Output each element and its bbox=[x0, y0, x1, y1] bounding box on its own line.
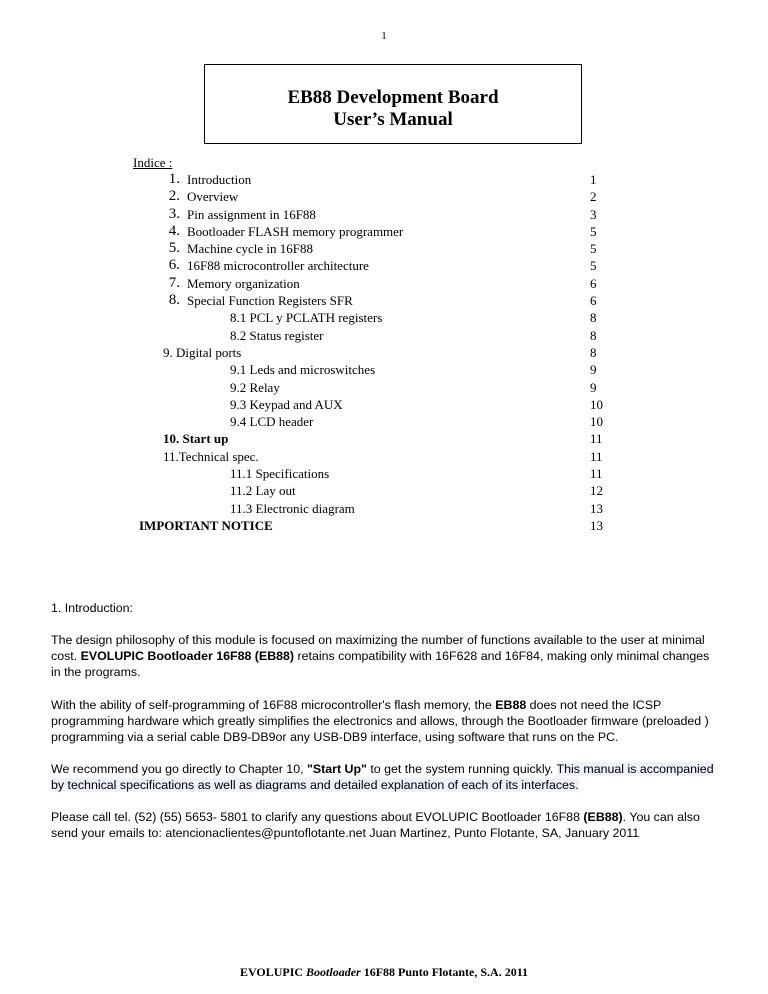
toc-entry-page: 10 bbox=[590, 396, 603, 412]
toc-entry bbox=[0, 517, 768, 534]
toc-entry-title: 11.Technical spec. bbox=[163, 448, 259, 464]
toc-entry-page: 5 bbox=[590, 223, 597, 239]
toc-entry-title: Special Function Registers SFR bbox=[187, 293, 353, 309]
section-heading: 1. Introduction: bbox=[51, 601, 133, 615]
toc-entry-page: 9 bbox=[590, 362, 597, 378]
intro-paragraph-4: Please call tel. (52) (55) 5653- 5801 to clarify any questions about EVOLUPIC Bootloader 16F88 (EB88). You can also send your emails to: atencionaclientes@puntoflotante.net Juan Martinez, Punto Flotante, SA, January 2011 bbox=[51, 810, 700, 840]
toc-entry bbox=[0, 223, 768, 240]
toc-entry-page: 11 bbox=[590, 448, 603, 464]
toc-entry bbox=[0, 430, 768, 447]
intro-paragraph-2: With the ability of self-programming of 16F88 microcontroller's flash memory, the EB88 does not need the ICSP programming hardware which greatly simplifies the electronics and allows, through the Bootloader firmware (preloaded ) programming via a serial cable DB9-DB9or any USB-DB9 interface, using software that runs on the PC. bbox=[51, 698, 709, 744]
intro-paragraph-1: The design philosophy of this module is focused on maximizing the number of functions available to the user at minimal cost. EVOLUPIC Bootloader 16F88 (EB88) retains compatibility with 16F628 and 16F84, making only minimal changes in the programs. bbox=[51, 633, 710, 679]
toc-entry-page: 8 bbox=[590, 344, 597, 360]
toc-entry bbox=[0, 257, 768, 274]
document-title: EB88 Development Board bbox=[287, 87, 499, 108]
toc-entry-page: 9 bbox=[590, 379, 597, 395]
toc-entry-title: 11.2 Lay out bbox=[230, 483, 296, 499]
toc-entry-number: 5. bbox=[168, 240, 180, 257]
toc-entry-title: 8.2 Status register bbox=[230, 327, 324, 343]
toc-entry-number: 6. bbox=[168, 257, 180, 274]
toc-entry bbox=[0, 206, 768, 223]
toc-entry-title: Overview bbox=[187, 189, 239, 205]
toc-entry-title: 9.1 Leds and microswitches bbox=[230, 362, 376, 378]
toc-entry-number: 8. bbox=[168, 292, 180, 309]
toc-entry-title: 8.1 PCL y PCLATH registers bbox=[230, 310, 383, 326]
toc-entry-number: 3. bbox=[168, 205, 180, 222]
toc-entry-page: 6 bbox=[590, 293, 597, 309]
toc-entry-title: Memory organization bbox=[187, 275, 300, 291]
highlighted-sentence: This manual is accompanied by technical specifications as well as diagrams and detailed explanation of each of its interfaces. bbox=[51, 762, 714, 792]
toc-entry-title: 11.1 Specifications bbox=[230, 466, 330, 482]
toc-entry bbox=[0, 292, 768, 309]
toc-entry bbox=[0, 482, 768, 499]
toc-entry-number: 2. bbox=[168, 188, 180, 205]
toc-entry-title: Bootloader FLASH memory programmer bbox=[187, 223, 404, 239]
toc-entry-page: 8 bbox=[590, 327, 597, 343]
toc-entry bbox=[0, 344, 768, 361]
toc-entry bbox=[0, 188, 768, 205]
page-footer: EVOLUPIC Bootloader 16F88 Punto Flotante, S.A. 2011 bbox=[239, 965, 529, 979]
toc-entry-page: 3 bbox=[590, 206, 597, 222]
toc-entry bbox=[0, 275, 768, 292]
toc-label: Indice : bbox=[133, 155, 173, 170]
document-subtitle: User’s Manual bbox=[333, 109, 453, 130]
title-box bbox=[204, 64, 582, 144]
intro-paragraph-3: We recommend you go directly to Chapter 10, "Start Up" to get the system running quickly. This manual is accompanied by technical specifications as well as diagrams and detailed explanation of each of its interfaces. bbox=[51, 762, 714, 792]
toc-entry-title: 9.2 Relay bbox=[230, 379, 280, 395]
toc-entry-page: 12 bbox=[590, 483, 603, 499]
toc-entry bbox=[0, 309, 768, 326]
toc-entry-title: 16F88 microcontroller architecture bbox=[187, 258, 369, 274]
toc-entry bbox=[0, 379, 768, 396]
toc-entry-page: 11 bbox=[590, 431, 603, 447]
toc-entry bbox=[0, 171, 768, 188]
page-number: 1 bbox=[381, 30, 387, 42]
toc-entry-page: 2 bbox=[590, 189, 597, 205]
toc-entry-number: 4. bbox=[168, 222, 180, 239]
toc-entry-page: 1 bbox=[590, 172, 597, 187]
toc-entry-page: 5 bbox=[590, 241, 597, 257]
toc-entry-number: 7. bbox=[168, 274, 180, 291]
toc-entry-page: 5 bbox=[590, 258, 597, 274]
toc-entry bbox=[0, 327, 768, 344]
toc-entry-number: 1. bbox=[168, 171, 180, 187]
toc-entry-title: Introduction bbox=[187, 172, 252, 187]
toc-entry-title: IMPORTANT NOTICE bbox=[139, 517, 273, 533]
toc-entry-page: 13 bbox=[590, 500, 603, 516]
toc-entry-page: 11 bbox=[590, 466, 603, 482]
toc-entry bbox=[0, 448, 768, 465]
table-of-contents bbox=[0, 171, 768, 534]
toc-entry-title: Machine cycle in 16F88 bbox=[187, 241, 313, 257]
toc-entry-page: 8 bbox=[590, 310, 597, 326]
toc-entry-title: 9. Digital ports bbox=[163, 344, 242, 360]
toc-entry bbox=[0, 361, 768, 378]
toc-entry-title: 10. Start up bbox=[163, 431, 229, 447]
toc-entry-title: 9.4 LCD header bbox=[230, 414, 314, 430]
toc-entry bbox=[0, 240, 768, 257]
toc-entry-page: 13 bbox=[590, 517, 603, 533]
toc-entry bbox=[0, 500, 768, 517]
toc-entry-title: 9.3 Keypad and AUX bbox=[230, 396, 343, 412]
toc-entry-title: 11.3 Electronic diagram bbox=[230, 500, 355, 516]
toc-entry bbox=[0, 465, 768, 482]
toc-entry-page: 6 bbox=[590, 275, 597, 291]
toc-entry bbox=[0, 396, 768, 413]
toc-entry-page: 10 bbox=[590, 414, 603, 430]
toc-entry-title: Pin assignment in 16F88 bbox=[187, 206, 316, 222]
toc-entry bbox=[0, 413, 768, 430]
